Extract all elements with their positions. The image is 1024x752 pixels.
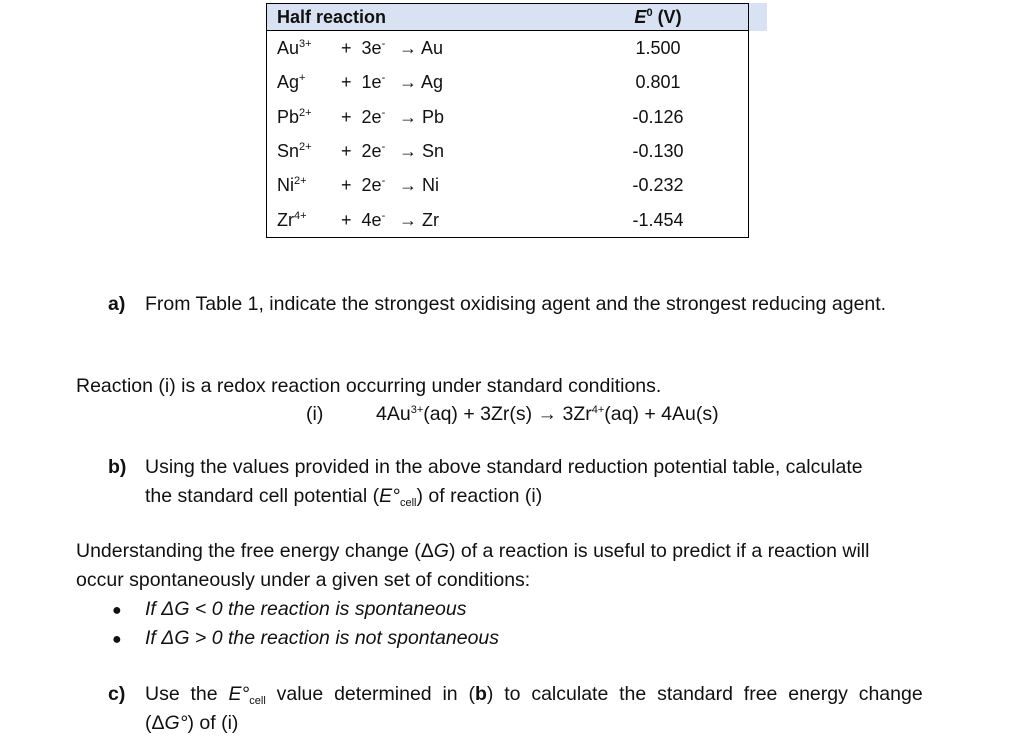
table-row xyxy=(267,204,748,238)
table-row xyxy=(267,66,748,100)
product: → Zr xyxy=(399,209,440,230)
potential-value: 0.801 xyxy=(635,72,681,93)
question-b-line2: the standard cell potential $(E^\circ_{cell})$ of reaction (i) xyxy=(145,485,543,509)
product: → Pb xyxy=(399,106,445,127)
header-potential: $E^0$ (V) xyxy=(634,7,682,27)
product: → Sn xyxy=(399,140,445,161)
potential-value: 1.500 xyxy=(635,38,681,58)
header-highlight xyxy=(749,3,767,31)
product: → Au xyxy=(399,38,444,58)
reaction-intro: Reaction (i) is a redox reaction occurring under standard conditions. xyxy=(76,375,662,397)
header-half-reaction: Half reaction xyxy=(277,7,387,27)
electrons: + 2e- xyxy=(341,140,386,161)
reaction-label: (i) xyxy=(306,403,324,425)
table-row xyxy=(267,101,748,135)
reactant-ion: Ag+ xyxy=(277,72,306,93)
reduction-potential-table xyxy=(266,3,749,238)
reactant-ion: $Pb^{2+}$ xyxy=(277,106,312,127)
question-c-label: c) xyxy=(108,683,126,705)
question-b-label: b) xyxy=(108,456,127,478)
electrons: + 1e- xyxy=(341,72,386,93)
question-b-line1: Using the values provided in the above standard reduction potential table, calculate xyxy=(145,456,863,478)
potential-value: -0.232 xyxy=(632,175,684,196)
reaction-equation: $4Au^{3+}(aq) + 3Zr(s) \to 3Zr^{4+}(aq) + 4Au(s)$ xyxy=(376,403,719,425)
electrons: + 2e- xyxy=(341,175,386,196)
bullet-text: If ΔG > 0 the reaction is not spontaneous xyxy=(145,627,500,649)
potential-value: -1.454 xyxy=(632,209,684,230)
question-a-text: From Table 1, indicate the strongest oxidising agent and the strongest reducing agent. xyxy=(145,293,887,315)
potential-value: -0.130 xyxy=(632,140,684,161)
bullet-icon: ● xyxy=(112,631,122,648)
table-header xyxy=(267,4,748,31)
table-row xyxy=(267,169,748,203)
bullet-item xyxy=(112,595,467,625)
question-a-label: a) xyxy=(108,293,126,315)
reactant-ion: $Ni^{2+}$ xyxy=(277,175,307,196)
bullet-icon: ● xyxy=(112,602,122,619)
potential-value: -0.126 xyxy=(632,106,684,127)
reactant-ion: $Sn^{2+}$ xyxy=(277,140,312,161)
table-row xyxy=(267,135,748,169)
question-c-line1: Use the $E^\circ_{cell}$ value determined in (b) to calculate the standard free energy change xyxy=(145,683,923,707)
bullet-text: If ΔG < 0 the reaction is spontaneous xyxy=(145,598,467,620)
electrons: + 3e- xyxy=(341,38,386,58)
electrons: + 2e- xyxy=(341,106,386,127)
product: → Ag xyxy=(399,72,444,93)
product: → Ni xyxy=(399,175,440,196)
question-a xyxy=(108,290,887,318)
question-c-line2: (ΔG°) of (i) xyxy=(145,712,239,734)
free-energy-line1: Understanding the free energy change (ΔG) of a reaction is useful to predict if a reaction will xyxy=(76,540,870,562)
free-energy-line2: occur spontaneously under a given set of conditions: xyxy=(76,569,531,591)
electrons: + 4e- xyxy=(341,209,386,230)
table-row xyxy=(267,32,748,66)
reactant-ion: $Au^{3+}$ xyxy=(277,38,312,58)
reactant-ion: $Zr^{4+}$ xyxy=(277,209,307,230)
bullet-item xyxy=(112,624,500,654)
